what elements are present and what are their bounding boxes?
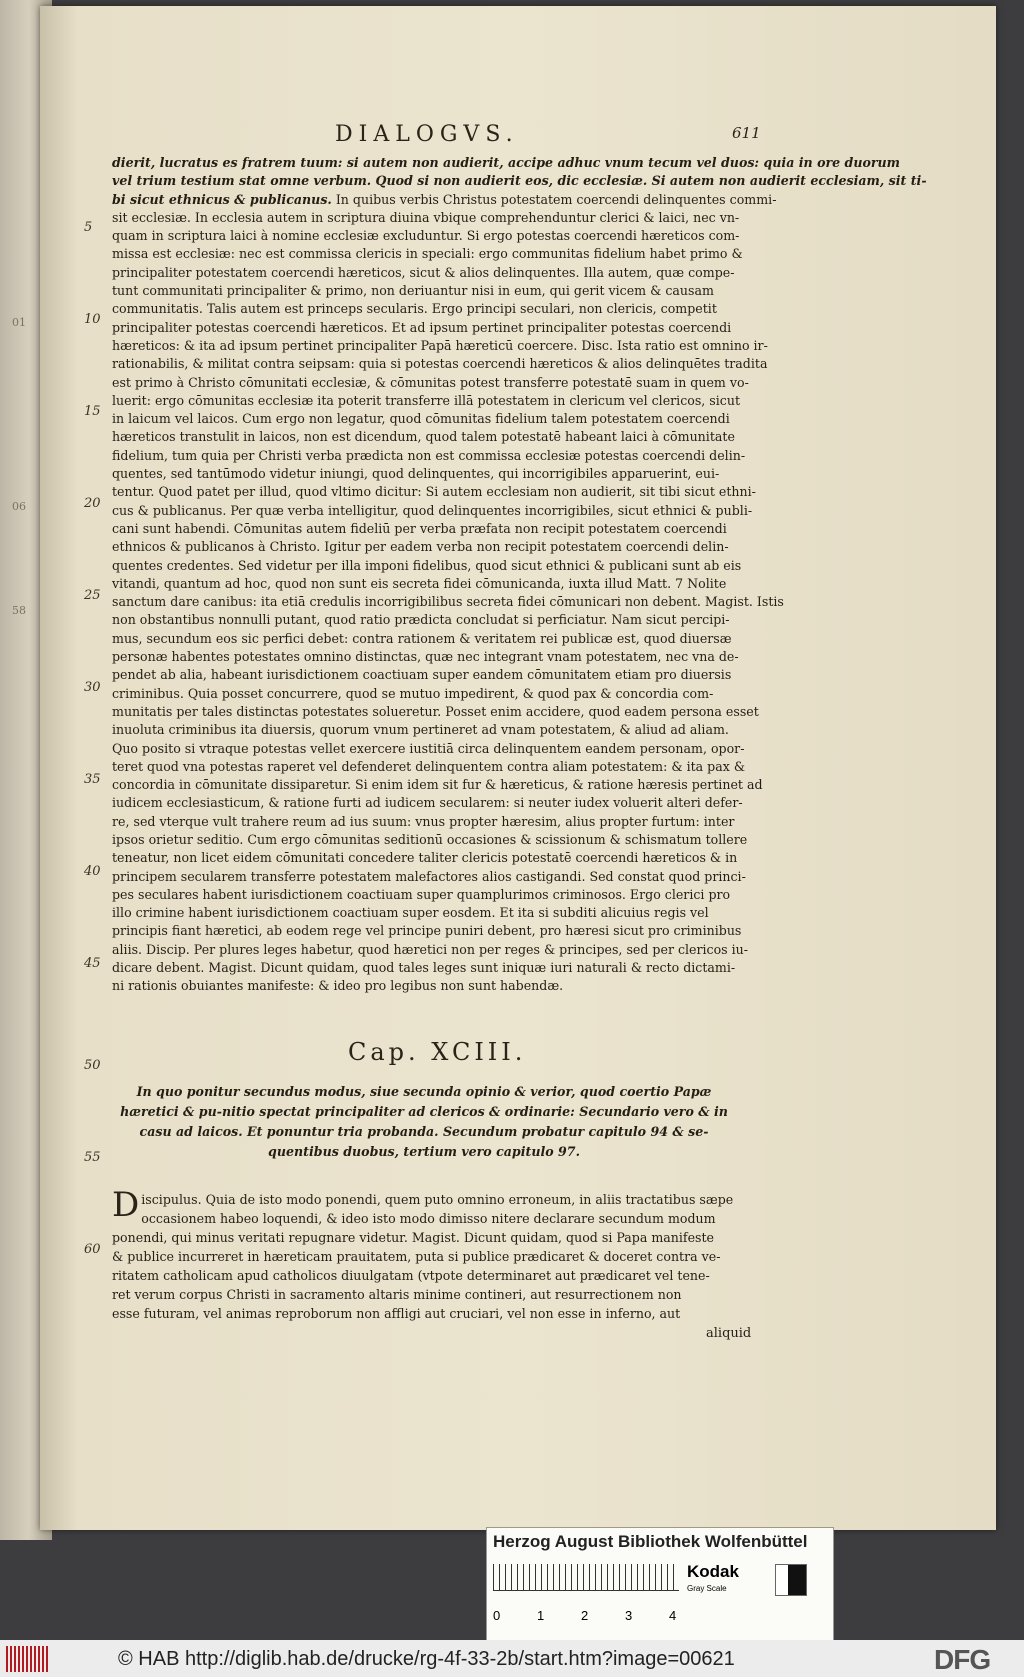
roman-text: ipsos orietur seditio. Cum ergo cōmunitas seditionū occasiones & scissionum & schismatum tollere (112, 831, 748, 847)
italic-quote: bi sicut ethnicus & publicanus. (112, 191, 332, 207)
roman-text: ethnicos & publicanos à Christo. Igitur per eadem verba non recipit potestatem coercendi delin- (112, 539, 729, 555)
text-line (112, 868, 760, 886)
roman-text: cus & publicanus. Per quæ verba intelligitur, quod delinquentes incorrigibiles, sicut ethnici & publi- (112, 502, 753, 518)
text-line (112, 977, 760, 995)
roman-text: cani sunt habendi. Cōmunitas autem fideliū per verba præfata non recipit potestatem coercendi (112, 520, 727, 536)
margin-line-number: 25 (84, 588, 101, 603)
text-line (112, 337, 768, 355)
roman-text: personæ habentes potestates omnino distinctas, quæ nec integrant vnam potestatem, nec vna de- (112, 649, 739, 665)
text-line (112, 776, 763, 794)
text-line (112, 575, 760, 593)
kodak-logo: Kodak (687, 1562, 739, 1581)
margin-line-number: 30 (84, 680, 101, 695)
text-line (112, 904, 760, 922)
roman-text: teneatur, non licet eidem cōmunitati concedere taliter clericis potestatē coercendi hæreticos & in (112, 850, 738, 866)
text-line: & publice incurreret in hæreticam prauitatem, puta si publice prædicaret & doceret contra ve- (112, 1249, 721, 1264)
text-line (112, 922, 760, 940)
color-calibration-card (486, 1527, 834, 1647)
text-line (112, 831, 760, 849)
text-line (112, 941, 760, 959)
roman-text: In quibus verbis Christus potestatem coercendi delinquentes commi- (331, 191, 777, 207)
roman-text: pes seculares habent iurisdictionem coactiuam super quamplurimos criminosos. Ergo clerici pro (112, 886, 731, 902)
text-line: occasionem habeo loquendi, & ideo isto modo dimisso nitere declarare secundum modum (141, 1211, 716, 1226)
roman-text: concordia in cōmunitate dissiparetur. Si enim idem sit fur & hæreticus, & ratione hæresis pertinet ad (112, 777, 763, 793)
text-line (112, 557, 760, 575)
roman-text: teret quod vna potestas raperet vel defenderet delinquentem contra aliam potestatem: & ita pax & (112, 758, 746, 774)
roman-text: missa est ecclesiæ: nec est commissa clericis in speciali: ergo communitas fidelium habet primo & (112, 246, 743, 262)
text-line (112, 959, 760, 977)
roman-text: hæreticos transtulit in laicos, non est dicendum, quod talem potestatē habeant laici à cōmunitate (112, 429, 735, 445)
text-line (112, 282, 760, 300)
text-line (112, 813, 760, 831)
roman-text: iudicem ecclesiasticum, & ratione furti ad iudicem secularem: si neuter iudex voluerit alteri defer- (112, 795, 743, 811)
text-line (112, 794, 760, 812)
spine-mark: 58 (12, 604, 26, 617)
roman-text: rationabilis, & militat contra seipsam: quia si potestas coercendi hæreticos & alios delinquētes tradita (112, 356, 768, 372)
ruler-scale (493, 1564, 679, 1591)
text-line (112, 172, 927, 190)
margin-line-number: 20 (84, 496, 101, 511)
text-line (112, 245, 760, 263)
margin-line-number: 10 (84, 312, 101, 327)
roman-text: Quo posito si vtraque potestas vellet exercere iustitiā circa delinquentem eandem personam, opor- (112, 740, 745, 756)
source-url[interactable]: © HAB http://diglib.hab.de/drucke/rg-4f-33-2b/start.htm?image=00621 (118, 1648, 735, 1670)
text-line (112, 538, 760, 556)
text-line (112, 721, 760, 739)
text-line: ritatem catholicam apud catholicos diuulgatam (vtpote determinaret aut prædicaret vel tene- (112, 1268, 710, 1283)
margin-line-number: 60 (84, 1242, 101, 1257)
text-line (112, 374, 760, 392)
text-line: esse futuram, vel animas reproborum non affligi aut cruciari, vel non esse in inferno, aut (112, 1306, 681, 1321)
italic-quote: vel trium testium stat omne verbum. Quod si non audierit eos, dic ecclesiæ. Si autem non audierit ecclesiam, sit ti- (112, 173, 927, 189)
text-line: ret verum corpus Christi in sacramento altaris minime contineri, aut resurrectionem non (112, 1287, 682, 1302)
roman-text: re, sed vterque vult trahere reum ad ius suum: vnus propter hæresim, alius propter furtum: inter (112, 813, 735, 829)
text-line (112, 849, 760, 867)
margin-line-number: 35 (84, 772, 101, 787)
chapter-text (112, 1185, 760, 1323)
text-line (112, 758, 760, 776)
roman-text: tentur. Quod patet per illud, quod vltimo dicitur: Si autem ecclesiam non audierit, sit tibi sicut ethni- (112, 484, 756, 500)
ruler-tick-label: 2 (581, 1608, 589, 1623)
text-line (112, 428, 760, 446)
roman-text: luerit: ergo cōmunitas ecclesiæ ita poterit transferre illā potestatem in clericum vel clericos, sicut (112, 392, 741, 408)
roman-text: principaliter potestatem coercendi hæreticos, sicut & alios delinquentes. Illa autem, quæ compe- (112, 264, 735, 280)
text-line (112, 740, 760, 758)
text-line (112, 355, 768, 373)
roman-text: sit ecclesiæ. In ecclesia autem in scriptura diuina vbique comprehenduntur clerici & laici, nec vn- (112, 209, 740, 225)
chapter-summary: In quo ponitur secundus modus, siue secunda opinio & verior, quod coertio Papæ hæretici & pu-nitio spectat principaliter ad clericos & ordinarie: Secundario vero & in casu ad laicos. Et ponuntur tria probanda. Secundum probatur capitulo 94 & se-quentibus duobus, tertium vero capitulo 97. (120, 1084, 728, 1159)
text-line (112, 410, 760, 428)
roman-text: communitatis. Talis autem est princeps secularis. Ergo principi seculari, non clericis, competit (112, 301, 717, 317)
text-line (112, 703, 760, 721)
hab-barcode-icon (6, 1646, 48, 1672)
roman-text: mus, secundum eos sic perfici debet: contra rationem & veritatem rei publicæ est, quod diuersæ (112, 630, 732, 646)
roman-text: inuoluta criminibus ita diuersis, quorum vnum pertineret ad vnam potestatem, & aliud ad aliam. (112, 722, 729, 738)
margin-line-number: 5 (84, 220, 93, 235)
roman-text: principis fiant hæretici, ab eodem rege vel principe puniri debent, pro hæresi sicut pro criminibus (112, 923, 742, 939)
text-line (112, 666, 760, 684)
roman-text: fidelium, tum quia per Christi verba prædicta non est commissa ecclesiæ potestas coercendi delin- (112, 447, 746, 463)
text-line (112, 483, 760, 501)
main-text (112, 154, 927, 996)
margin-line-number: 15 (84, 404, 101, 419)
text-line (112, 648, 760, 666)
text-line: iscipulus. Quia de isto modo ponendi, quem puto omnino erroneum, in aliis tractatibus sæpe (141, 1192, 734, 1207)
text-line: ponendi, qui minus veritati repugnare videtur. Magist. Dicunt quidam, quod si Papa manifeste (112, 1230, 715, 1245)
text-line (112, 886, 760, 904)
ruler-tick-label: 1 (537, 1608, 545, 1623)
roman-text: quentes, sed tantūmodo videtur iniungi, quod delinquentes, qui incorrigibiles apparuerint, eui- (112, 466, 720, 482)
roman-text: tunt communitati principaliter & primo, non deriuantur nisi in eum, qui gerit vicem & causam (112, 283, 714, 299)
roman-text: criminibus. Quia posset concurrere, quod se mutuo impedirent, & quod pax & concordia com- (112, 685, 714, 701)
roman-text: dicare debent. Magist. Dicunt quidam, quod tales leges sunt iniquæ iuri naturali & recto dictami- (112, 960, 736, 976)
roman-text: ni rationis obuiantes manifeste: & ideo pro legibus non sunt habendæ. (112, 978, 564, 994)
chapter-heading: Cap. XCIII. (348, 1038, 527, 1066)
text-line (112, 685, 760, 703)
text-line (112, 319, 760, 337)
roman-text: principaliter potestas coercendi hæreticos. Et ad ipsum pertinet principaliter potestas coercendi (112, 319, 732, 335)
roman-text: in laicum vel laicos. Cum ergo non legatur, quod cōmunitas fidelium talem potestatem coercendi (112, 411, 730, 427)
margin-line-number: 55 (84, 1150, 101, 1165)
roman-text: pendet ab alia, habeant iurisdictionem coactiuam super eandem cōmunitatem etiam pro diuersis (112, 667, 732, 683)
dfg-logo: DFG (934, 1644, 991, 1675)
text-line (112, 392, 760, 410)
text-line (112, 611, 760, 629)
text-line (112, 209, 760, 227)
text-line (112, 264, 760, 282)
roman-text: vitandi, quantum ad hoc, quod non sunt eis secreta fidei cōmunicanda, iuxta illud Matt. 7 Nolite (112, 575, 727, 591)
margin-line-number: 45 (84, 956, 101, 971)
italic-quote: dierit, lucratus es fratrem tuum: si autem non audierit, accipe adhuc vnum tecum vel duos: quia in ore duorum (112, 155, 900, 170)
roman-text: illo crimine habent iurisdictionem coactiuam super eosdem. Et ita si subditi alicuius regis vel (112, 905, 709, 921)
text-line (112, 502, 760, 520)
roman-text: aliis. Discip. Per plures leges habetur, quod hæretici non per reges & principes, sed per clericos iu- (112, 941, 749, 957)
text-line (112, 520, 760, 538)
ruler-tick-label: 3 (625, 1608, 633, 1623)
text-line (112, 227, 760, 245)
text-line (112, 300, 760, 318)
roman-text: non obstantibus nonnulli putant, quod ratio prædicta concludat si perficiatur. Nam sicut percipi- (112, 612, 730, 628)
drop-capital: D (112, 1185, 140, 1225)
page-number: 611 (732, 124, 761, 142)
roman-text: quam in scriptura laici à nomine ecclesiæ excluduntur. Si ergo potestas coercendi hæreticos com- (112, 228, 740, 244)
catchword: aliquid (706, 1326, 752, 1341)
roman-text: principem secularem transferre potestatem malefactores alios castigandi. Sed constat quod princi- (112, 868, 746, 884)
ruler-tick-label: 0 (493, 1608, 501, 1623)
roman-text: hæreticos: & ita ad ipsum pertinet principaliter Papā hæreticū coercere. Disc. Ista ratio est omnino ir- (112, 337, 768, 353)
roman-text: munitatis per tales distinctas potestates solueretur. Posset enim accidere, quod eadem persona esset (112, 703, 759, 719)
roman-text: est primo à Christo cōmunitati ecclesiæ, & cōmunitas potest transferre potestatē suam in quem vo- (112, 374, 749, 390)
spine-mark: 01 (12, 316, 26, 329)
spine-mark: 06 (12, 500, 26, 513)
roman-text: quentes credentes. Sed videtur per illa imponi fidelibus, quod sicut ethnici & publicani sunt ab eis (112, 557, 742, 573)
text-line (112, 593, 784, 611)
ruler-tick-label: 4 (669, 1608, 677, 1623)
gray-swatch (775, 1564, 807, 1596)
text-line (112, 447, 760, 465)
text-line (112, 630, 760, 648)
gray-scale-label: Gray Scale (687, 1584, 727, 1593)
margin-line-number: 50 (84, 1058, 101, 1073)
roman-text: sanctum dare canibus: ita etiā credulis incorrigibilibus secreta fidei cōmunicari non debent. Magist. Istis (112, 594, 784, 610)
text-line (112, 154, 900, 172)
card-title: Herzog August Bibliothek Wolfenbüttel (493, 1532, 808, 1551)
running-header: DIALOGVS. (335, 122, 519, 147)
text-line (112, 465, 760, 483)
text-line (112, 191, 777, 209)
footer-bar (0, 1640, 1024, 1677)
margin-line-number: 40 (84, 864, 101, 879)
